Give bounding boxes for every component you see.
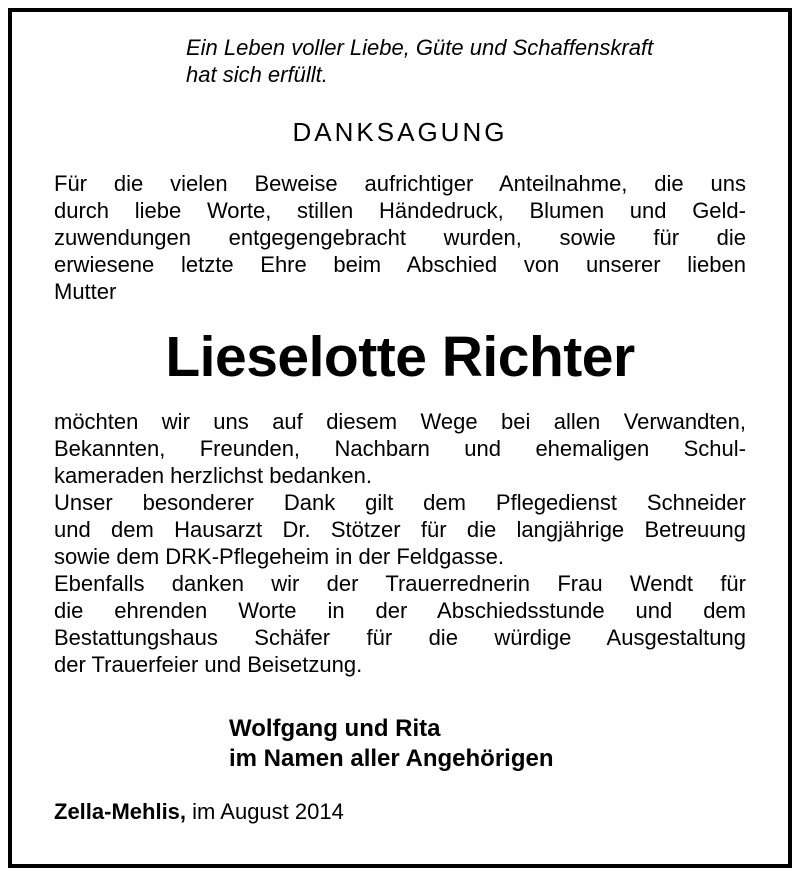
intro-paragraph — [54, 170, 746, 305]
intro-line: Mutter — [54, 279, 117, 304]
body-line: Bekannten, Freunden, Nachbarn und ehemaligen Schul- — [54, 436, 746, 461]
motto-line: hat sich erfüllt. — [186, 62, 328, 87]
deceased-name: Lieselotte Richter — [165, 325, 635, 389]
signature — [229, 714, 554, 774]
signature-line: Wolfgang und Rita — [229, 715, 441, 742]
body-line: Bestattungshaus Schäfer für die würdige Ausgestaltung — [54, 625, 746, 650]
signature-line: im Namen aller Angehörigen — [229, 745, 554, 772]
heading: DANKSAGUNG — [292, 117, 508, 147]
motto — [186, 34, 653, 88]
body-line: Ebenfalls danken wir der Trauerrednerin Frau Wendt für — [54, 571, 746, 596]
body-line: und dem Hausarzt Dr. Stötzer für die langjährige Betreuung — [54, 517, 746, 542]
intro-line: Für die vielen Beweise aufrichtiger Anteilnahme, die uns — [54, 171, 746, 196]
body-paragraph — [54, 408, 746, 678]
intro-line: zuwendungen entgegengebracht wurden, sowie für die — [54, 225, 746, 250]
place-city: Zella-Mehlis, — [54, 799, 187, 824]
body-line: die ehrenden Worte in der Abschiedsstunde und dem — [54, 598, 746, 623]
body-line: Unser besonderer Dank gilt dem Pflegedienst Schneider — [54, 490, 746, 515]
intro-line: durch liebe Worte, stillen Händedruck, Blumen und Geld- — [54, 198, 746, 223]
body-line: der Trauerfeier und Beisetzung. — [54, 652, 363, 677]
body-line: sowie dem DRK-Pflegeheim in der Feldgasse. — [54, 544, 504, 569]
motto-line: Ein Leben voller Liebe, Güte und Schaffenskraft — [186, 35, 654, 60]
body-line: möchten wir uns auf diesem Wege bei allen Verwandten, — [54, 409, 746, 434]
place-date — [54, 798, 344, 825]
body-line: kameraden herzlichst bedanken. — [54, 463, 372, 488]
intro-line: erwiesene letzte Ehre beim Abschied von unserer lieben — [54, 252, 746, 277]
place-date-text: im August 2014 — [192, 799, 344, 824]
